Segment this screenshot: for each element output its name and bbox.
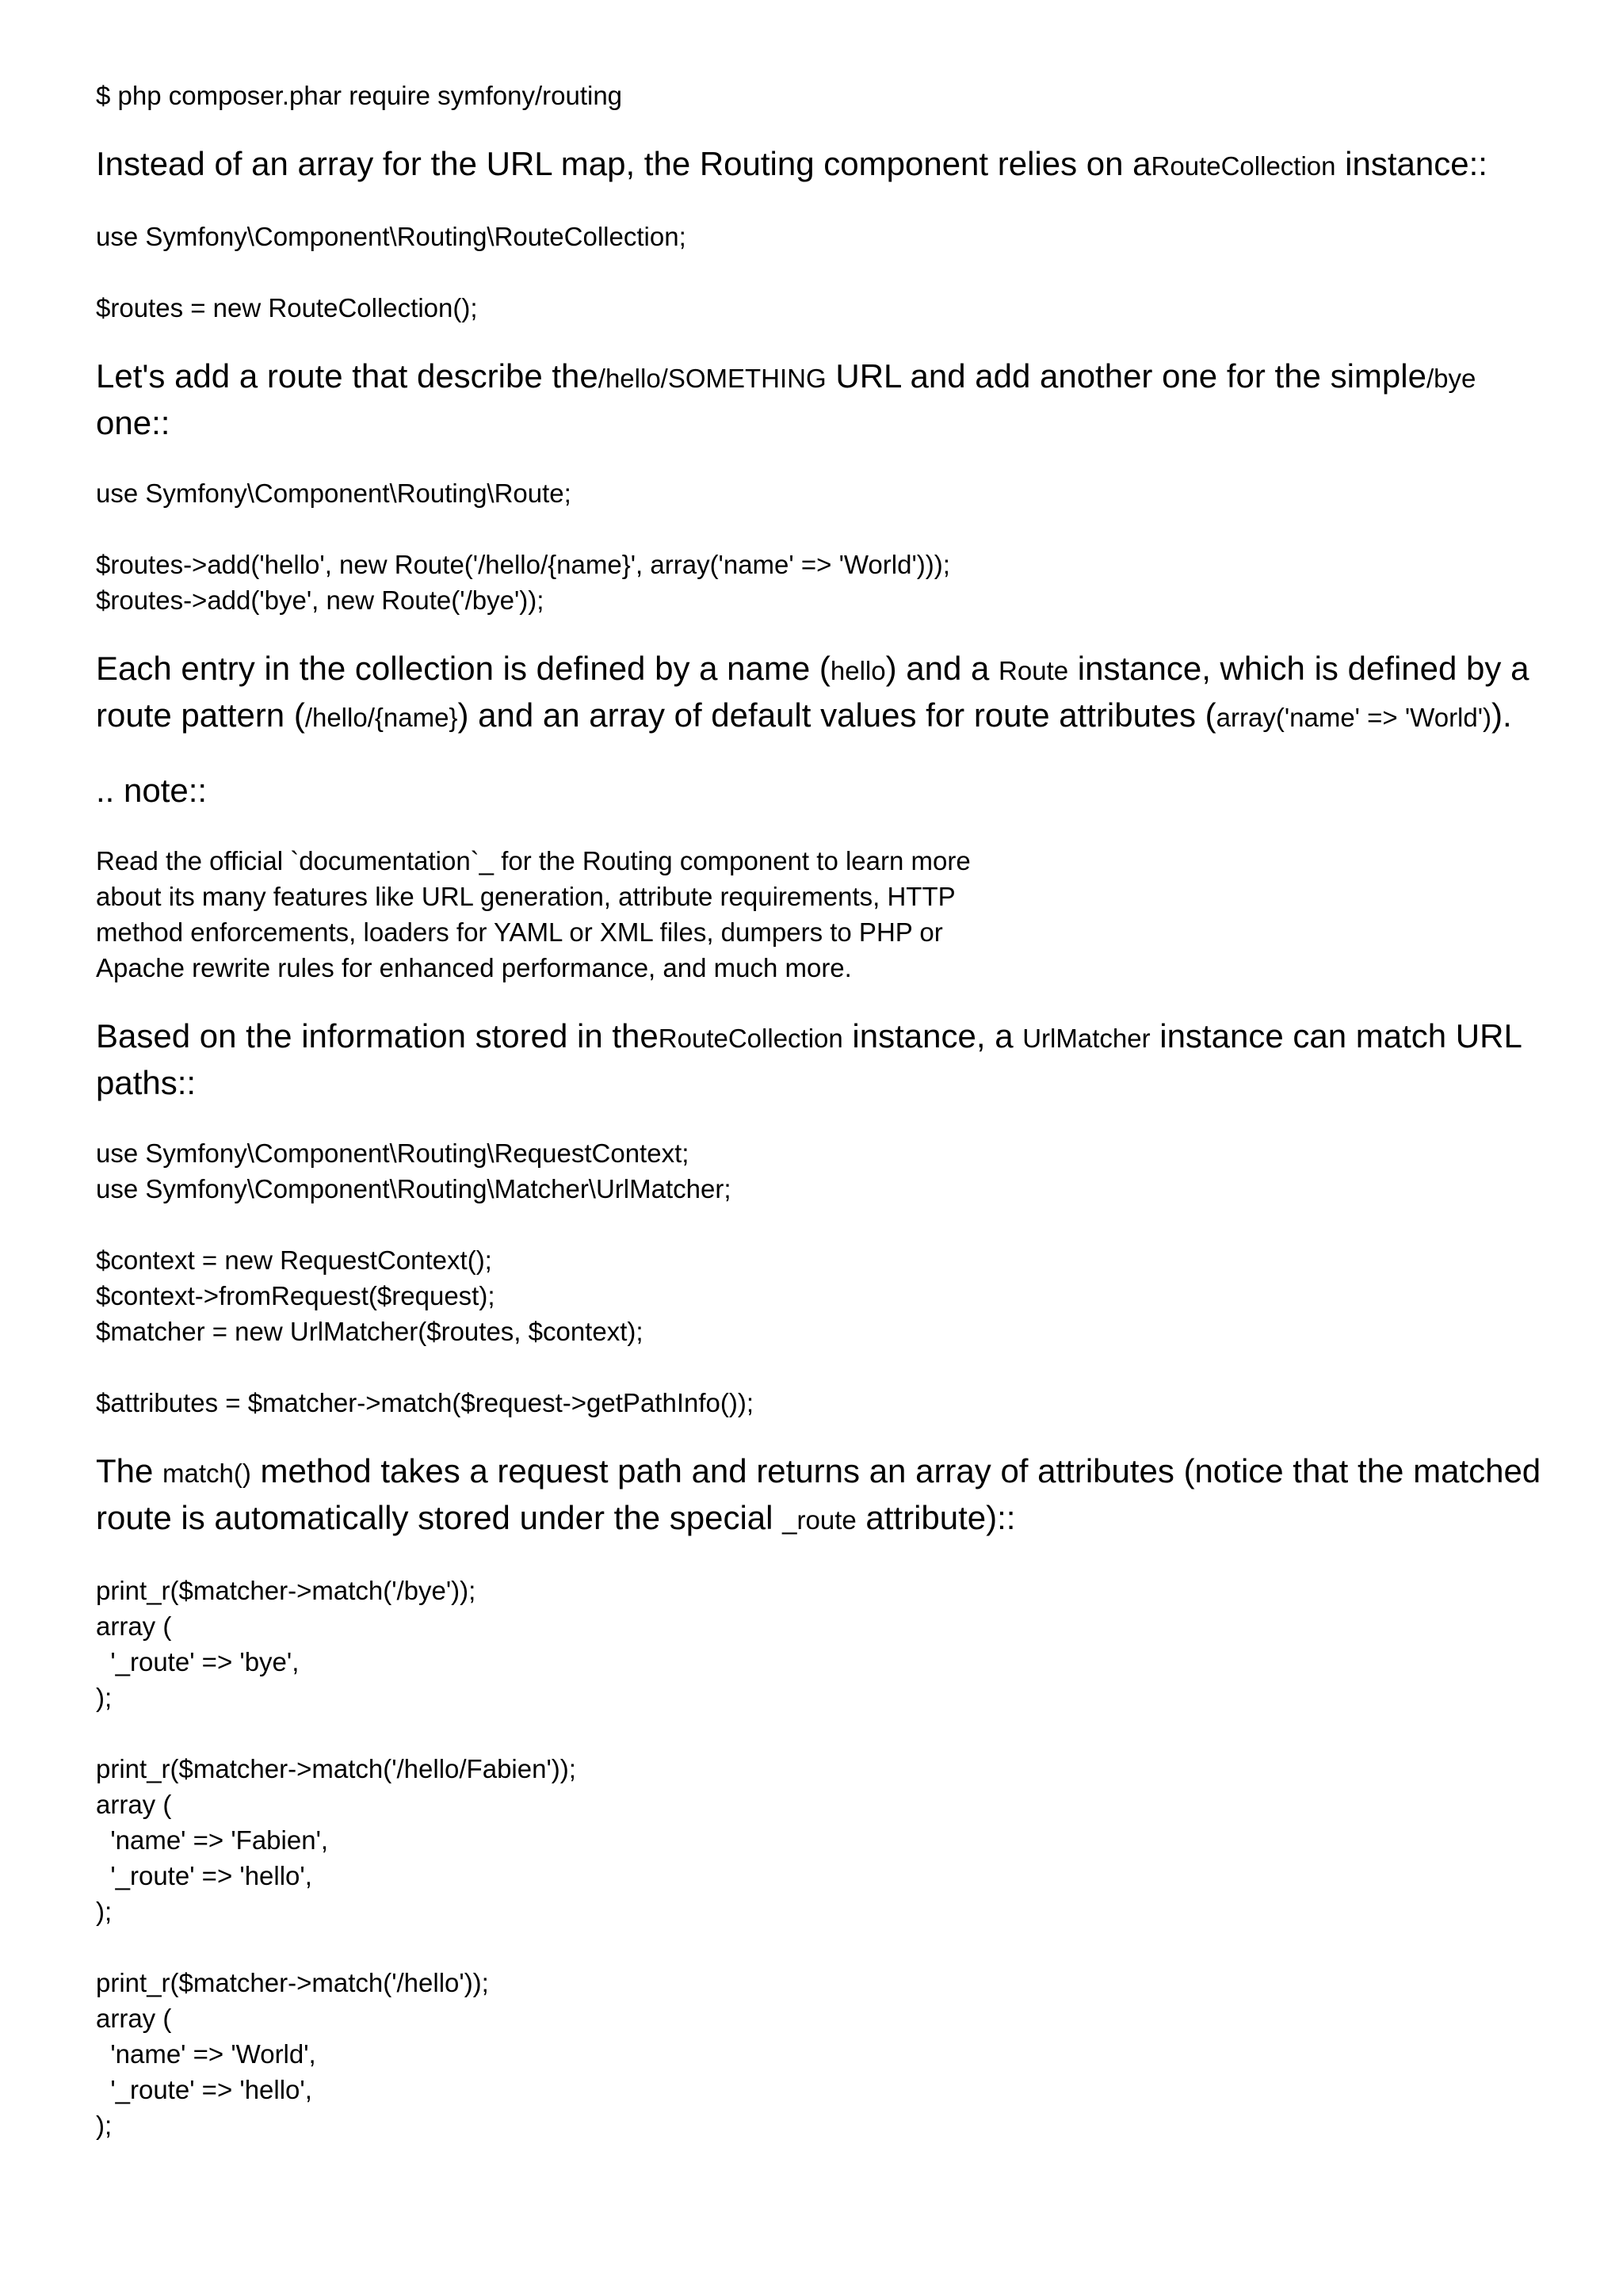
text: instance, a — [842, 1017, 1023, 1055]
text: one:: — [96, 404, 170, 441]
inline-code: match() — [162, 1459, 251, 1488]
text: Let's add a route that describe the — [96, 357, 598, 395]
code-matcher: use Symfony\Component\Routing\RequestContext; use Symfony\Component\Routing\Matcher\UrlMatcher; $context = new RequestContext(); $context->fromRequest($request); $matcher = new UrlMatcher($routes, $context); $attributes = $matcher->match($request->getPathInfo()); — [96, 1138, 754, 1417]
inline-code: UrlMatcher — [1022, 1024, 1151, 1053]
note-heading: .. note:: — [96, 772, 208, 809]
code-add-routes: use Symfony\Component\Routing\Route; $routes->add('hello', new Route('/hello/{name}', array('name' => 'World'))); $routes->add('bye', new Route('/bye')); — [96, 479, 950, 615]
text: instance can match URL paths:: — [96, 1017, 1522, 1101]
inline-code: /bye — [1426, 364, 1476, 393]
inline-code: /hello/{name} — [304, 703, 458, 732]
text: instance, which is defined by a route pattern ( — [96, 650, 1529, 734]
code-use-routecollection: use Symfony\Component\Routing\RouteCollection; $routes = new RouteCollection(); — [96, 222, 686, 322]
note-body: Read the official `documentation`_ for the Routing component to learn more about its many features like URL generation, attribute requirements, HTTP method enforcements, loaders for YAML or XML files, dumpers to PHP or Apache rewrite rules for enhanced performance, and much more. — [96, 846, 971, 982]
text: The — [96, 1452, 163, 1489]
code-print-results: print_r($matcher->match('/bye')); array ( '_route' => 'bye', ); print_r($matcher->match('/hello/Fabien')); array ( 'name' => 'Fabien', '_route' => 'hello', ); print_r($matcher->match('/hello')); array ( 'name' => 'World', '_route' => 'hello', ); — [96, 1576, 576, 2140]
paragraph-match-method — [96, 1449, 1546, 1543]
paragraph-add-route — [96, 354, 1546, 445]
inline-code: Route — [999, 656, 1069, 685]
text: Instead of an array for the URL map, the Routing component relies on a — [96, 145, 1151, 182]
text: method takes a request path and returns an array of attributes (notice that the matched route is automatically stored under the special — [96, 1452, 1541, 1536]
text: ) and an array of default values for route attributes ( — [457, 696, 1216, 734]
text: Each entry in the collection is defined by a name ( — [96, 650, 831, 687]
install-command: $ php composer.phar require symfony/routing — [96, 81, 623, 110]
inline-code: /hello/SOMETHING — [598, 364, 827, 393]
text: URL and add another one for the simple — [826, 357, 1426, 395]
inline-code: RouteCollection — [658, 1024, 843, 1053]
inline-code: array('name' => 'World') — [1216, 703, 1492, 732]
text: Based on the information stored in the — [96, 1017, 659, 1055]
document-page — [96, 78, 1546, 2143]
text: ) and a — [885, 650, 999, 687]
inline-code: _route — [782, 1505, 857, 1535]
paragraph-based-on — [96, 1014, 1546, 1105]
paragraph-routecollection — [96, 142, 1546, 189]
inline-code: RouteCollection — [1151, 151, 1336, 181]
text: instance:: — [1335, 145, 1487, 182]
text: ). — [1491, 696, 1512, 734]
inline-code: hello — [830, 656, 886, 685]
paragraph-each-entry — [96, 646, 1546, 740]
text: attribute):: — [856, 1499, 1016, 1536]
